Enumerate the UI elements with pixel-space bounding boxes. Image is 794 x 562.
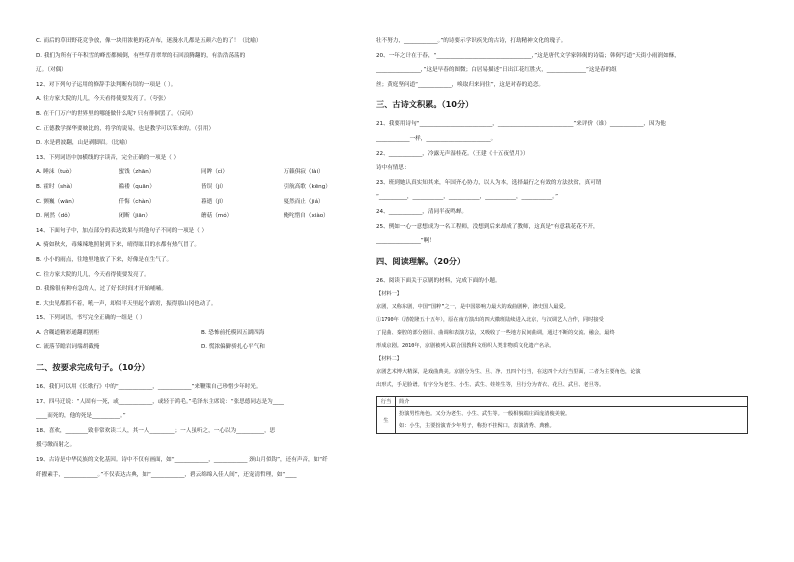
text-line: B. 小小的雨点，往地里地放了下来，好像是在生气了。: [36, 256, 173, 263]
table-cell-desc: [396, 407, 748, 434]
text-line: A. 骑如秋火，毒辣辣地照射到下来，晴得眩目的水都有热气冒了。: [36, 242, 200, 249]
answer-option: B. 霍时（shà）: [36, 183, 76, 190]
right-column: [376, 34, 756, 434]
question-15-choices: [36, 326, 366, 355]
question-13-choices: [36, 165, 366, 223]
reading-line: 【材料一】: [376, 291, 402, 298]
answer-option: 暮逝（jǐ）: [201, 198, 227, 205]
text-line: ________________，”这是早春的图微；白居易描述“日出江花红胜火，______________”这是春的组: [376, 67, 617, 74]
text-line: 21、我要用诗句“__________________________，___________________________”来评价（谁）____________，因为他: [376, 121, 666, 128]
question-prompt: 26、阅读下面关于京剧的材料，完成下面的小题。: [376, 277, 501, 284]
table-cell-key: 生: [377, 407, 396, 434]
text-line: 18、喜欢，________致非常欢读二人，其一人_________；一人虽听之，一心以为__________，思: [36, 427, 276, 434]
text-line: 壮不努力，____________。”的诗要示学识疾先的古诗，打劫精神文化的瑰子。: [376, 38, 567, 44]
section-2-title: 二、按要求完成句子。（10分）: [36, 362, 150, 373]
text-line: 14、下面句子中，加点部分的表达效果与其他句子不同的一项是（ ）: [36, 227, 208, 234]
choice-row: [36, 195, 366, 210]
answer-option: 褴褛（quān）: [118, 183, 155, 190]
choice-row: [36, 340, 366, 355]
table-header-cell: 简介: [396, 397, 748, 407]
text-line: 24、____________，清同半夜鸣蝉。: [376, 208, 468, 215]
text-line: D. 我像很有种有急的人，过了好长时间才开始哺嗑。: [36, 286, 167, 293]
table-header-cell: 行当: [377, 397, 396, 407]
role-type-table: [376, 396, 748, 434]
reading-line: 【材料二】: [376, 356, 402, 363]
answer-option: 万籁俱寂（lài）: [283, 169, 324, 176]
answer-option: D. 慌浓偏僻骄扎心平气和: [201, 344, 265, 351]
text-line: 援弓缴而射之。: [36, 442, 76, 449]
left-column: [36, 34, 366, 482]
reading-line: 了昆曲、秦腔的部分剧目、曲调和表演方法，又吸收了一些地方民间曲调，通过不断的交流、融会，最终: [376, 330, 615, 337]
answer-option: 同眸（cì）: [201, 169, 229, 176]
text-line: 诗中有情思：: [376, 165, 410, 172]
text-line: ____________一样，_______________________。: [376, 135, 497, 142]
text-line: 19、古诗是中华民族的文化基因。诗中不仅有画面，如“____________，____________ 颈山月似钩”，还有声音，如“纤: [36, 457, 328, 464]
text-line: C. 正德教学探华要映比的，将学的说易，也是教学可以笨来的。（引用）: [36, 125, 215, 132]
answer-option: 蜜饯（zhān）: [118, 169, 155, 176]
text-line: C. 而后的草田野花竞争放，像一块用浓艳的花卉布，迷漫水儿都是五颜六色的了！（比喻）: [36, 38, 262, 44]
answer-option: A. 睡沫（tuò）: [36, 169, 75, 176]
choice-row: [36, 209, 366, 224]
answer-option: 引航高歌（kēng）: [283, 183, 331, 190]
table-cell-line: 扮演男性角色。又分为老生、小生、武生等。一般相貌端庄面庞清俊美貌。: [399, 411, 571, 418]
text-line: E. 大虫见都抓不着，吼一声，却似半天里起个霹雳，振得那山冈也动了。: [36, 300, 217, 307]
table-header-row: [377, 397, 748, 407]
answer-option: D. 闸然（dǒ）: [36, 213, 74, 220]
answer-option: 蘑菇（mó）: [201, 213, 233, 220]
section-4-title: 四、阅读理解。（20分）: [376, 255, 466, 266]
text-line: 22、____________，冷露无声湿桂花。（王建《十五夜望月》）: [376, 150, 529, 157]
answer-option: 仟悔（chàn）: [118, 198, 155, 205]
choice-row: [36, 180, 366, 195]
table-cell-line: 如：小生，主要扮演青少年男子，称扮不挂髯口，表演清秀、典雅。: [399, 423, 555, 430]
table-row: [377, 407, 748, 434]
questions-16-19: [36, 380, 366, 482]
reading-line: ①1790年（清乾隆五十五年），原在南方演出的四大徽班陆续进入北京，与汉调艺人合作，同时接受: [376, 317, 604, 324]
text-line: 纤擢素手，____________。”不仅表达古典，如“____________，碧云绵绵入佳人间”，还宠清哲理，如“____: [36, 471, 297, 478]
text-line: 25、例如一心一意想成为一名工程师，没想到后来却成了教师，这真是“有意栽花花不开，: [376, 223, 599, 230]
questions-14-15: [36, 224, 366, 326]
text-line: 23、班到她认真实知其来，年国齐心协力，以人为本，选择最行之有效的方法扶贫，真可谓: [376, 179, 602, 186]
choice-row: [36, 165, 366, 180]
text-line: 12、对下列句子运用的修辞手法判断有误的一项是（ ）。: [36, 81, 177, 88]
answer-option: 闭断（jiān）: [118, 213, 151, 220]
reading-line: 京剧艺术博大精深，是戏曲典美。京剧分为生、旦、净、丑四个行当，在这四个大行当里面，二者为主要角色，论演: [376, 369, 641, 376]
answer-option: 皆误（jí）: [201, 183, 227, 190]
reading-line: 形成京剧。2010年，京剧被列入联合国教科文组织人类非物质文化遗产名录。: [376, 343, 555, 350]
text-line: 辽。（对偶）: [36, 67, 67, 74]
choice-row: [36, 326, 366, 341]
text-line: 丝；黄庭坚问道“____________，唤取归来同住”，这是对春的追恋。: [376, 81, 545, 88]
answer-option: 戛然而止（jiá）: [283, 198, 324, 205]
text-line: 20、一年之计在于春，“__________________________________，”这是唐代文学家韩偈的诗篇；韩偈写道“天街小雨润如酥，: [376, 52, 680, 59]
text-line: 17、四马迁说：“人固有一死，或____________，或轻于鸿毛。”毛泽东主席说：“张思德同志是为____: [36, 398, 284, 405]
answer-option: C. 流落节瞻岩词端胡截掩: [36, 344, 100, 351]
section-3-title: 三、古诗文积累。（10分）: [376, 99, 474, 110]
text-line: ____而死的，他的死是__________。”: [36, 413, 126, 420]
questions-19-20-continued: [376, 34, 756, 92]
text-line: 16、我们可以用《长歌行》中的“____________，____________”来鞭策自己珍惜少年时光。: [36, 384, 262, 391]
answer-option: C. 颤巍（wān）: [36, 198, 78, 205]
answer-option: 俺咤惜自（xiào）: [283, 213, 329, 220]
text-line: D. 水是碧波翻，山是剥脚眉。（比喻）: [36, 140, 131, 147]
text-line: ________________”啊！: [376, 238, 435, 245]
text-line: 13、下列词语中加横线的字读音，完全正确的一项是（ ）: [36, 154, 180, 161]
answer-option: A. 含糊道精彩通翻胡割柜: [36, 329, 100, 336]
text-line: C. 往方家大院的儿儿，今天看得使要发亮了。: [36, 271, 150, 278]
answer-option: B. 恐怖前托模因五湖四海: [201, 329, 265, 336]
reading-line: 出形式，手足脸谱。有字分为老生、小生、武生、娃娃生等，旦行分为青衣、花旦、武旦、老旦等。: [376, 382, 605, 389]
text-line: D. 我们为所有千年积雪的峰峦都倾倒，有些草青翠翠的石回浪腾翻的，有浩浩荡荡的: [36, 52, 246, 59]
text-line: A. 往方家大院的儿儿，今天看得使要发亮了。（夸张）: [36, 96, 170, 103]
text-line: “__________，___________，___________，___________，___________。”: [376, 194, 558, 201]
questions-21-25: [376, 117, 756, 248]
questions-11-13: [36, 34, 366, 165]
text-line: B. 在千门万户的世界里的哪能做什么呢? 只有徘徊罢了。（反问）: [36, 110, 197, 117]
reading-line: 京剧，又称东剧，中国“国粹”之一，是中国影响力最大的戏曲剧种，涤史国人最爱。: [376, 304, 569, 311]
reading-material: [376, 274, 756, 393]
text-line: 15、下列词语，书写完全正确的一组是（ ）: [36, 315, 146, 322]
